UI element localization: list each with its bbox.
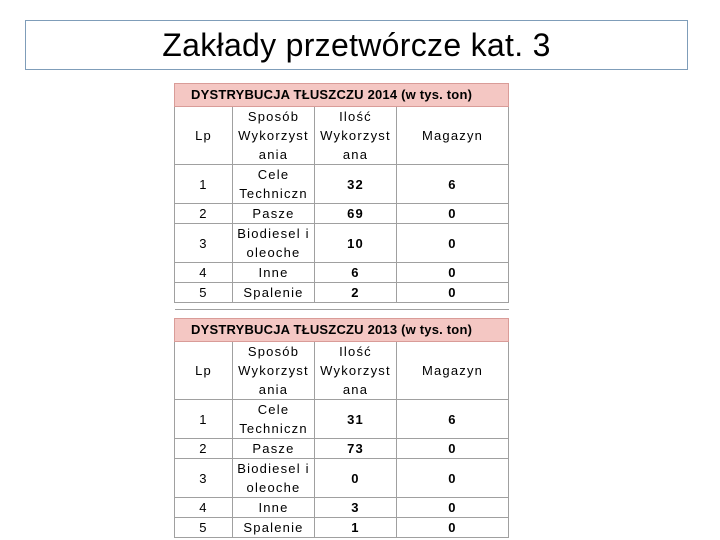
fat-distribution-2014-table (174, 83, 509, 310)
cell-method: Spalenie (233, 518, 315, 538)
table-heading: DYSTRYBUCJA TŁUSZCZU 2014 (w tys. ton) (175, 84, 509, 107)
cell-amount: 69 (315, 204, 397, 224)
cell-amount: 1 (315, 518, 397, 538)
header-method (233, 342, 315, 400)
header-method-line: ania (258, 147, 289, 162)
table-row (175, 165, 509, 204)
cell-method-line: Biodiesel i (237, 461, 310, 476)
cell-lp: 4 (175, 263, 233, 283)
header-method-line: ania (258, 382, 289, 397)
header-amount-line: Wykorzyst (320, 128, 391, 143)
header-amount-line: ana (342, 147, 369, 162)
header-amount-line: Wykorzyst (320, 363, 391, 378)
cell-amount: 32 (315, 165, 397, 204)
table-row (175, 459, 509, 498)
table-row (175, 498, 509, 518)
cell-storage: 0 (397, 263, 509, 283)
table-row (175, 263, 509, 283)
cell-storage: 6 (397, 165, 509, 204)
cell-amount: 73 (315, 439, 397, 459)
cell-storage: 0 (397, 439, 509, 459)
cell-method-line: oleoche (246, 480, 301, 495)
cell-amount: 31 (315, 400, 397, 439)
cell-method-line: Biodiesel i (237, 226, 310, 241)
header-method-line: Wykorzyst (238, 363, 309, 378)
table-heading-row (175, 319, 509, 342)
cell-method: Pasze (233, 204, 315, 224)
cell-lp: 2 (175, 439, 233, 459)
cell-method-line: Cele (257, 167, 290, 182)
cell-method (233, 165, 315, 204)
cell-method (233, 459, 315, 498)
header-amount-line: ana (342, 382, 369, 397)
cell-storage: 0 (397, 224, 509, 263)
header-amount (315, 107, 397, 165)
cell-storage: 0 (397, 283, 509, 303)
cell-method-line: Cele (257, 402, 290, 417)
header-amount (315, 342, 397, 400)
cell-method: Inne (233, 263, 315, 283)
cell-method (233, 224, 315, 263)
table-row (175, 518, 509, 538)
cell-amount: 2 (315, 283, 397, 303)
table-row (175, 283, 509, 303)
slide-title-box (25, 20, 688, 70)
cell-lp: 2 (175, 204, 233, 224)
header-amount-line: Ilość (339, 344, 372, 359)
header-lp: Lp (175, 107, 233, 165)
cell-lp: 3 (175, 459, 233, 498)
header-method (233, 107, 315, 165)
header-row (175, 107, 509, 165)
cell-storage: 0 (397, 498, 509, 518)
cell-storage: 0 (397, 518, 509, 538)
table-row (175, 400, 509, 439)
header-method-line: Sposób (247, 109, 300, 124)
slide-title: Zakłady przetwórcze kat. 3 (162, 26, 551, 63)
header-lp: Lp (175, 342, 233, 400)
header-row (175, 342, 509, 400)
cell-method: Inne (233, 498, 315, 518)
table-row (175, 224, 509, 263)
spacer-cell (175, 303, 509, 310)
cell-lp: 5 (175, 283, 233, 303)
header-storage: Magazyn (397, 107, 509, 165)
header-storage: Magazyn (397, 342, 509, 400)
cell-lp: 5 (175, 518, 233, 538)
cell-method-line: Techniczn (239, 186, 308, 201)
cell-storage: 0 (397, 204, 509, 224)
cell-method: Pasze (233, 439, 315, 459)
cell-amount: 3 (315, 498, 397, 518)
header-amount-line: Ilość (339, 109, 372, 124)
cell-amount: 10 (315, 224, 397, 263)
table-row (175, 439, 509, 459)
fat-distribution-2013-table (174, 318, 509, 538)
cell-lp: 4 (175, 498, 233, 518)
cell-method-line: Techniczn (239, 421, 308, 436)
header-method-line: Wykorzyst (238, 128, 309, 143)
cell-storage: 6 (397, 400, 509, 439)
cell-method: Spalenie (233, 283, 315, 303)
cell-lp: 3 (175, 224, 233, 263)
cell-method (233, 400, 315, 439)
table-heading-row (175, 84, 509, 107)
spacer-row (175, 303, 509, 310)
cell-amount: 6 (315, 263, 397, 283)
cell-lp: 1 (175, 165, 233, 204)
cell-method-line: oleoche (246, 245, 301, 260)
header-method-line: Sposób (247, 344, 300, 359)
cell-lp: 1 (175, 400, 233, 439)
table-heading: DYSTRYBUCJA TŁUSZCZU 2013 (w tys. ton) (175, 319, 509, 342)
table-row (175, 204, 509, 224)
cell-amount: 0 (315, 459, 397, 498)
cell-storage: 0 (397, 459, 509, 498)
